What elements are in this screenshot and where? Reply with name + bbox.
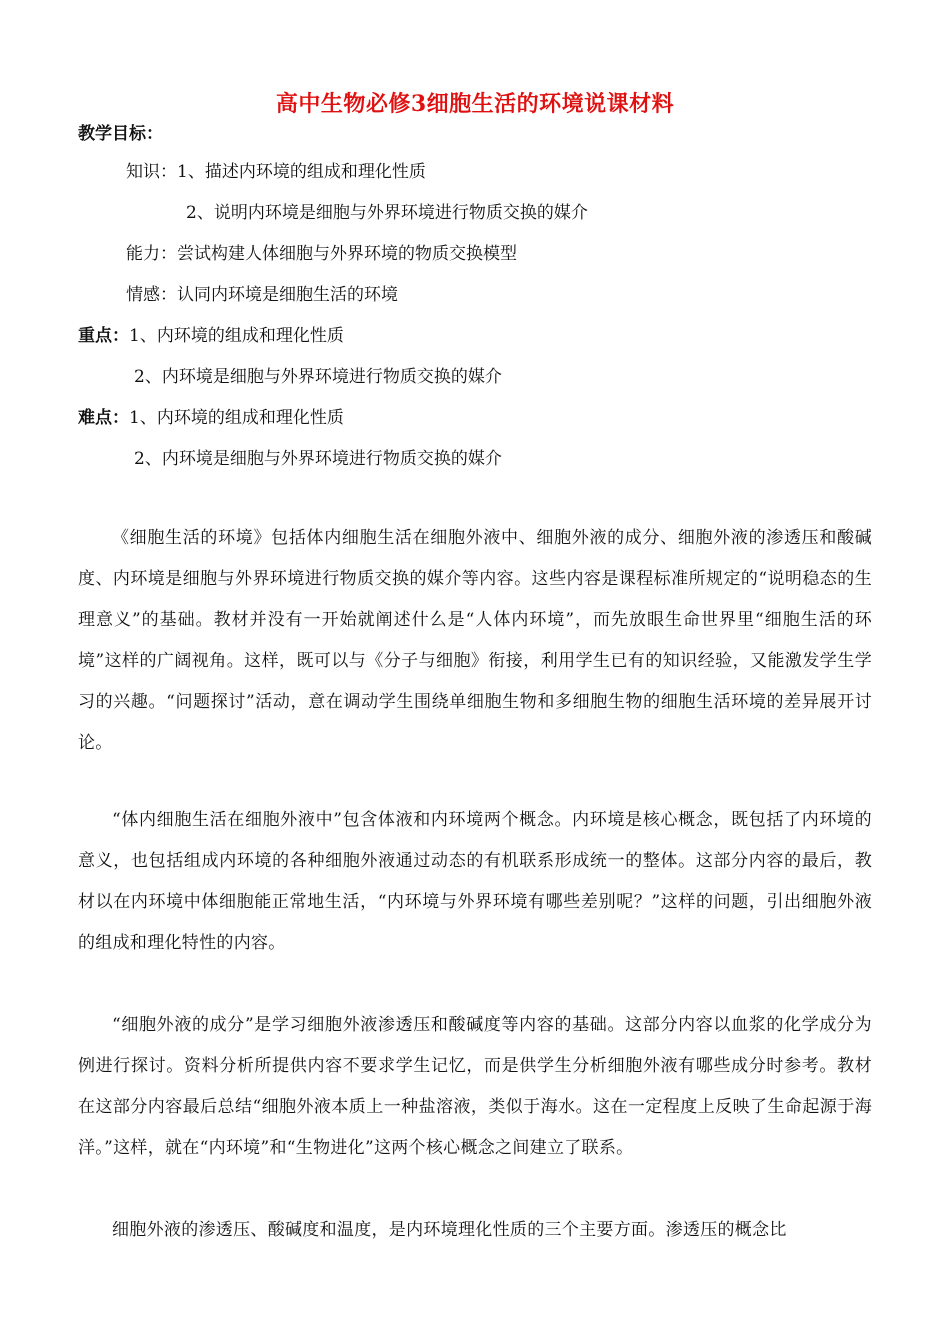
difficulties-label: 难点： (78, 408, 129, 428)
objectives-heading: 教学目标： (78, 124, 163, 144)
knowledge-item-2: 2、说明内环境是细胞与外界环境进行物质交换的媒介 (186, 203, 588, 223)
key-points-line-1 (78, 322, 344, 350)
paragraph-1: 《细胞生活的环境》包括体内细胞生活在细胞外液中、细胞外液的成分、细胞外液的渗透压和酸碱度、内环境是细胞与外界环境进行物质交换的媒介等内容。这些内容是课程标准所规定的“说明稳态的生理意义”的基础。教材并没有一开始就阐述什么是“人体内环境”，而先放眼生命世界里“细胞生活的环境”这样的广阔视角。这样，既可以与《分子与细胞》衔接，利用学生已有的知识经验，又能激发学生学习的兴趣。“问题探讨”活动，意在调动学生围绕单细胞生物和多细胞生物的细胞生活环境的差异展开讨论。 (78, 528, 872, 753)
paragraph-2: “体内细胞生活在细胞外液中”包含体液和内环境两个概念。内环境是核心概念，既包括了内环境的意义，也包括组成内环境的各种细胞外液通过动态的有机联系形成统一的整体。这部分内容的最后，教材以在内环境中体细胞能正常地生活，“内环境与外界环境有哪些差别呢？”这样的问题，引出细胞外液的组成和理化特性的内容。 (78, 810, 872, 953)
paragraph-4: 细胞外液的渗透压、酸碱度和温度，是内环境理化性质的三个主要方面。渗透压的概念比 (112, 1220, 787, 1240)
emotion-label: 情感： (126, 285, 177, 305)
emotion-text: 认同内环境是细胞生活的环境 (177, 285, 398, 305)
difficulties-line-1 (78, 404, 344, 432)
document-title: 高中生物必修3细胞生活的环境说课材料 (275, 91, 675, 117)
difficulty-1: 1、内环境的组成和理化性质 (129, 408, 344, 428)
knowledge-line-1 (126, 158, 426, 186)
paragraph-3: “细胞外液的成分”是学习细胞外液渗透压和酸碱度等内容的基础。这部分内容以血浆的化学成分为例进行探讨。资料分析所提供内容不要求学生记忆，而是供学生分析细胞外液有哪些成分时参考。教材在这部分内容最后总结“细胞外液本质上一种盐溶液，类似于海水。这在一定程度上反映了生命起源于海洋。”这样，就在“内环境”和“生物进化”这两个核心概念之间建立了联系。 (78, 1015, 872, 1158)
ability-label: 能力： (126, 244, 177, 264)
ability-line (126, 240, 517, 268)
key-points-label: 重点： (78, 326, 129, 346)
key-point-2: 2、内环境是细胞与外界环境进行物质交换的媒介 (134, 367, 502, 387)
knowledge-label: 知识： (126, 162, 177, 182)
difficulty-2: 2、内环境是细胞与外界环境进行物质交换的媒介 (134, 449, 502, 469)
emotion-line (126, 281, 398, 309)
knowledge-item-1: 1、描述内环境的组成和理化性质 (177, 162, 426, 182)
key-point-1: 1、内环境的组成和理化性质 (129, 326, 344, 346)
ability-text: 尝试构建人体细胞与外界环境的物质交换模型 (177, 244, 517, 264)
